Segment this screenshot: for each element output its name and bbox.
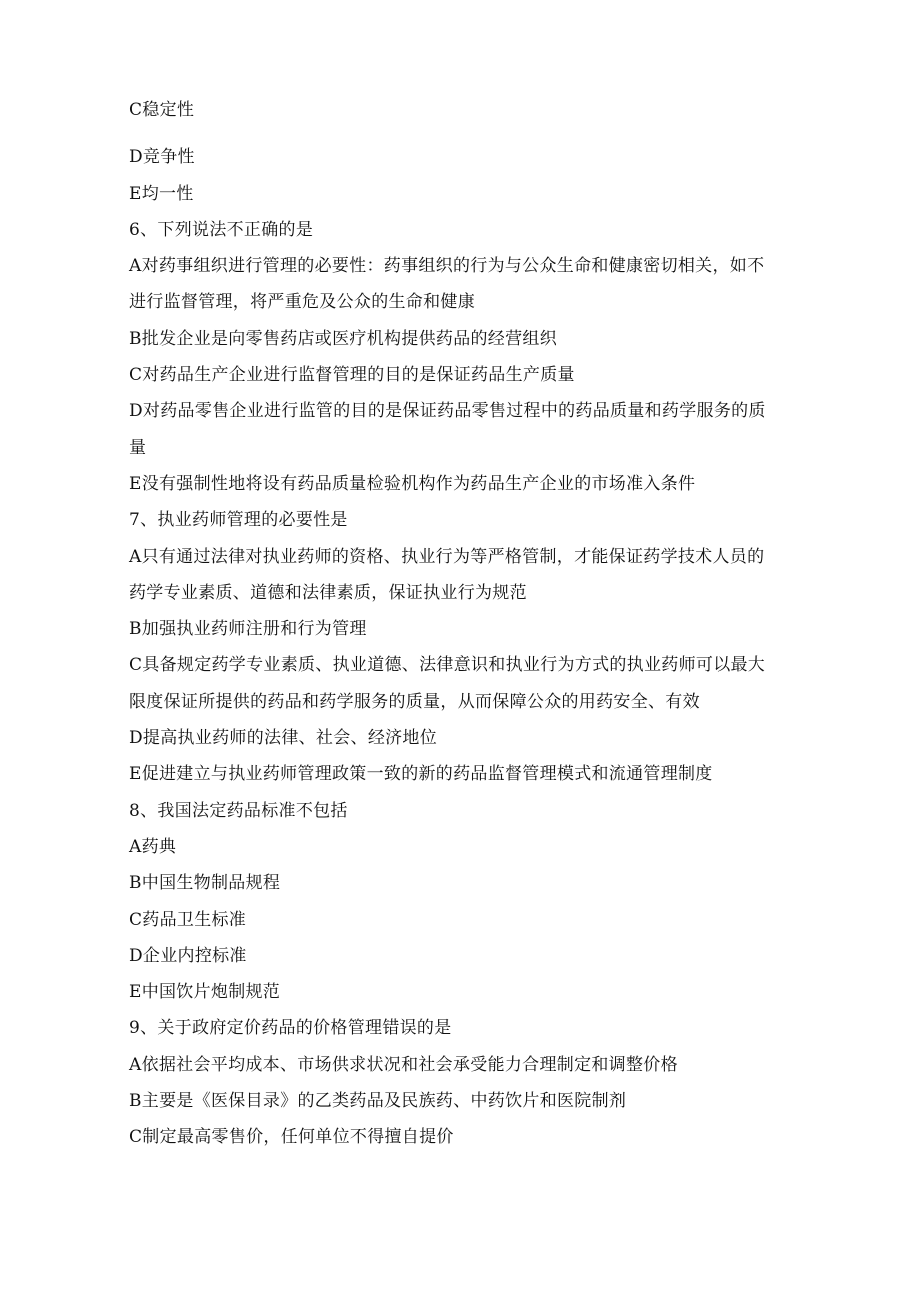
option-d-q8: D企业内控标准 [129, 945, 247, 966]
option-c-q7-line-2: 限度保证所提供的药品和药学服务的质量，从而保障公众的用药安全、有效 [129, 691, 700, 712]
question-8: 8、我国法定药品标准不包括 [129, 800, 348, 821]
option-c-q6: C对药品生产企业进行监督管理的目的是保证药品生产质量 [129, 365, 575, 386]
option-d-q7: D提高执业药师的法律、社会、经济地位 [129, 728, 438, 749]
question-7: 7、执业药师管理的必要性是 [129, 510, 348, 531]
option-c-q5: C稳定性 [129, 100, 195, 120]
option-d-q6-line-1: D对药品零售企业进行监管的目的是保证药品零售过程中的药品质量和药学服务的质 [129, 401, 766, 422]
option-a-q9: A依据社会平均成本、市场供求状况和社会承受能力合理制定和调整价格 [129, 1054, 678, 1075]
question-9: 9、关于政府定价药品的价格管理错误的是 [129, 1018, 452, 1039]
option-b-q8: B中国生物制品规程 [129, 873, 281, 894]
option-e-q6: E没有强制性地将设有药品质量检验机构作为药品生产企业的市场准入条件 [129, 473, 696, 494]
question-6: 6、下列说法不正确的是 [129, 219, 314, 240]
option-a-q6-line-1: A对药事组织进行管理的必要性：药事组织的行为与公众生命和健康密切相关，如不 [129, 256, 765, 277]
option-c-q7-line-1: C具备规定药学专业素质、执业道德、法律意识和执业行为方式的执业药师可以最大 [129, 655, 766, 676]
option-a-q6-line-2: 进行监督管理，将严重危及公众的生命和健康 [129, 292, 475, 313]
option-e-q7: E促进建立与执业药师管理政策一致的新的药品监督管理模式和流通管理制度 [129, 764, 713, 785]
option-b-q7: B加强执业药师注册和行为管理 [129, 619, 367, 640]
option-b-q6: B批发企业是向零售药店或医疗机构提供药品的经营组织 [129, 328, 557, 349]
option-e-q8: E中国饮片炮制规范 [129, 982, 281, 1003]
option-c-q9: C制定最高零售价，任何单位不得擅自提价 [129, 1127, 454, 1148]
option-c-q8: C药品卫生标准 [129, 909, 247, 930]
option-b-q9: B主要是《医保目录》的乙类药品及民族药、中药饮片和医院制剂 [129, 1091, 627, 1112]
option-d-q5: D竞争性 [129, 147, 195, 168]
option-d-q6-line-2: 量 [129, 437, 147, 458]
option-e-q5: E均一性 [129, 183, 194, 204]
document-body [129, 92, 819, 1156]
option-a-q7-line-1: A只有通过法律对执业药师的资格、执业行为等严格管制，才能保证药学技术人员的 [129, 546, 765, 567]
option-a-q7-line-2: 药学专业素质、道德和法律素质，保证执业行为规范 [129, 582, 527, 603]
option-a-q8: A药典 [129, 836, 177, 857]
